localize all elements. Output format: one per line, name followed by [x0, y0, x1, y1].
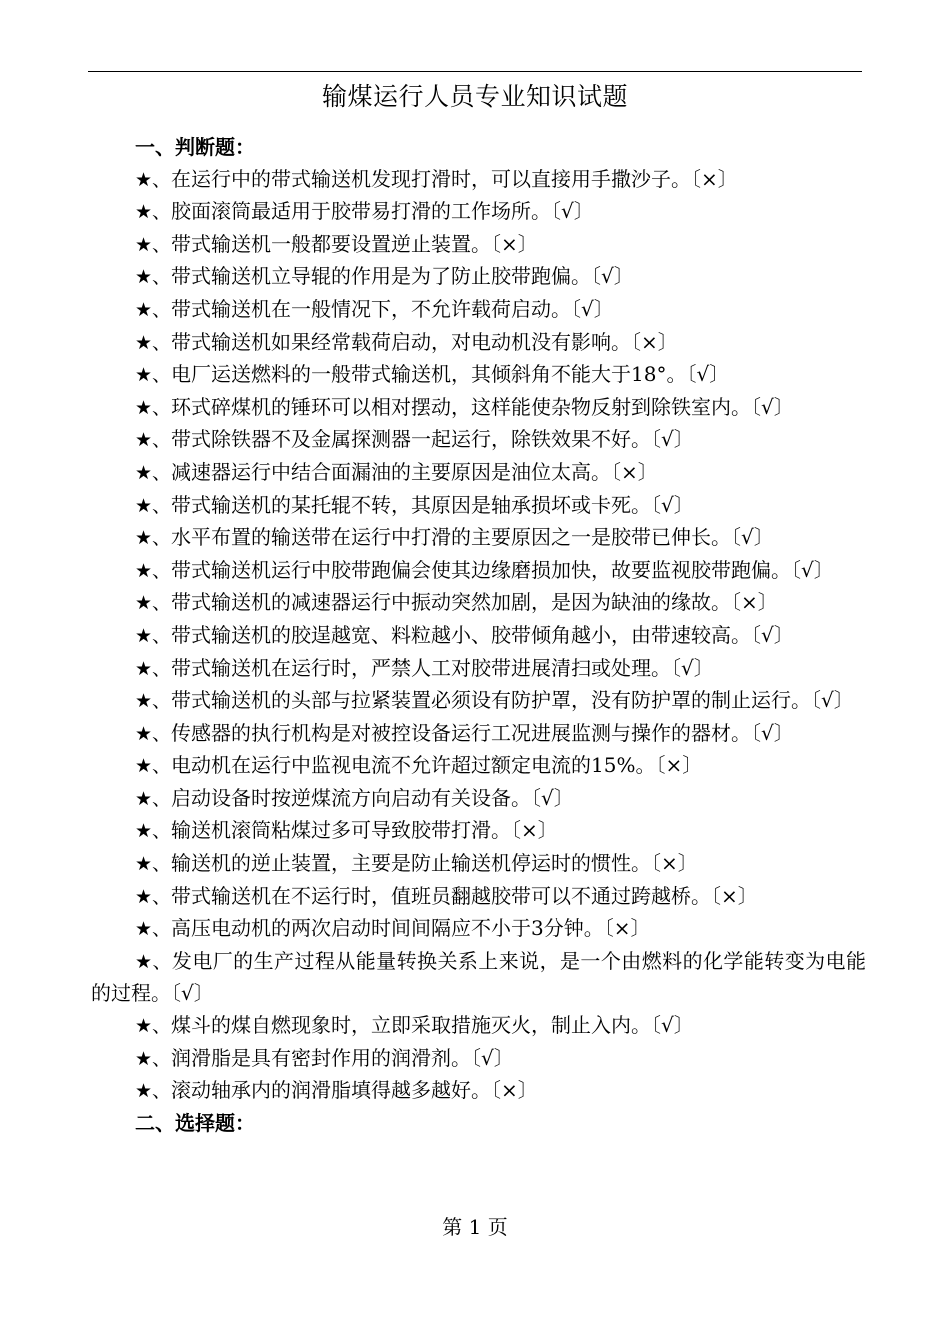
section-heading-choice: 二、选择题： — [135, 1110, 255, 1135]
question-text: 带式输送机运行中胶带跑偏会使其边缘磨损加快，故要监视胶带跑偏。〔√〕 — [171, 557, 834, 582]
document-body — [91, 132, 866, 1139]
question-item — [91, 653, 866, 686]
question-text: 润滑脂是具有密封作用的润滑剂。〔√〕 — [171, 1045, 514, 1070]
star-bullet: ★、 — [135, 657, 172, 680]
question-text: 在运行中的带式输送机发现打滑时，可以直接用手撒沙子。〔×〕 — [171, 166, 738, 191]
question-item — [91, 490, 866, 523]
question-text: 带式输送机的头部与拉紧装置必须设有防护罩，没有防护罩的制止运行。〔√〕 — [171, 688, 854, 713]
section-heading-judgement: 一、判断题： — [135, 135, 255, 159]
star-bullet: ★、 — [135, 950, 172, 973]
question-item — [91, 261, 866, 294]
question-text: 高压电动机的两次启动时间间隔应不小于3分钟。〔×〕 — [171, 916, 651, 941]
question-text: 电动机在运行中监视电流不允许超过额定电流的15%。〔×〕 — [171, 753, 703, 778]
star-bullet: ★、 — [135, 624, 172, 647]
question-text: 电厂运送燃料的一般带式输送机，其倾斜角不能大于18°。〔√〕 — [171, 362, 730, 387]
question-item — [91, 881, 866, 914]
star-bullet: ★、 — [135, 853, 172, 876]
question-item — [91, 424, 866, 457]
question-text: 滚动轴承内的润滑脂填得越多越好。〔×〕 — [171, 1078, 538, 1103]
question-item — [91, 522, 866, 555]
question-item — [91, 1043, 866, 1076]
question-item — [91, 685, 866, 718]
star-bullet: ★、 — [135, 787, 172, 810]
question-item — [91, 815, 866, 848]
star-bullet: ★、 — [135, 494, 172, 517]
question-text: 减速器运行中结合面漏油的主要原因是油位太高。〔×〕 — [171, 459, 658, 484]
star-bullet: ★、 — [135, 885, 172, 908]
question-item — [91, 718, 866, 751]
star-bullet: ★、 — [135, 429, 172, 452]
question-text: 带式输送机立导辊的作用是为了防止胶带跑偏。〔√〕 — [171, 264, 634, 289]
header-rule — [88, 71, 862, 72]
star-bullet: ★、 — [135, 1015, 172, 1038]
star-bullet: ★、 — [135, 396, 172, 419]
question-item — [91, 587, 866, 620]
star-bullet: ★、 — [135, 690, 172, 713]
question-text: 带式输送机的某托辊不转，其原因是轴承损坏或卡死。〔√〕 — [171, 492, 694, 517]
question-text: 水平布置的输送带在运行中打滑的主要原因之一是胶带已伸长。〔√〕 — [171, 525, 774, 550]
question-item — [91, 457, 866, 490]
document-title: 输煤运行人员专业知识试题 — [321, 82, 628, 111]
question-item — [91, 164, 866, 197]
question-item — [91, 848, 866, 881]
star-bullet: ★、 — [135, 755, 172, 778]
question-item — [91, 620, 866, 653]
question-item — [91, 783, 866, 816]
question-item — [91, 294, 866, 327]
page-number: 第 1 页 — [442, 1215, 508, 1239]
question-item — [91, 1075, 866, 1108]
question-text: 传感器的执行机构是对被控设备运行工况进展监测与操作的器材。〔√〕 — [171, 720, 794, 745]
star-bullet: ★、 — [135, 1080, 172, 1103]
question-item — [91, 392, 866, 425]
star-bullet: ★、 — [135, 331, 172, 354]
question-text: 带式输送机的胶逞越宽、料粒越小、胶带倾角越小，由带速较高。〔√〕 — [171, 622, 794, 647]
question-item — [91, 750, 866, 783]
star-bullet: ★、 — [135, 559, 172, 582]
question-text: 带式除铁器不及金属探测器一起运行，除铁效果不好。〔√〕 — [171, 427, 694, 452]
star-bullet: ★、 — [135, 364, 172, 387]
question-text: 启动设备时按逆煤流方向启动有关设备。〔√〕 — [171, 785, 574, 810]
star-bullet: ★、 — [135, 233, 172, 256]
question-text: 输送机的逆止装置，主要是防止输送机停运时的惯性。〔×〕 — [171, 851, 698, 876]
star-bullet: ★、 — [135, 266, 172, 289]
question-text: 环式碎煤机的锤环可以相对摆动，这样能使杂物反射到除铁室内。〔√〕 — [171, 394, 794, 419]
star-bullet: ★、 — [135, 918, 172, 941]
question-text: 带式输送机的减速器运行中振动突然加剧，是因为缺油的缘故。〔×〕 — [171, 590, 778, 615]
star-bullet: ★、 — [135, 298, 172, 321]
question-text: 煤斗的煤自燃现象时，立即采取措施灭火，制止入内。〔√〕 — [171, 1013, 694, 1038]
question-item — [91, 327, 866, 360]
star-bullet: ★、 — [135, 168, 172, 191]
star-bullet: ★、 — [135, 527, 172, 550]
question-text: 发电厂的生产过程从能量转换关系上来说，是一个由燃料的化学能转变为电能的过程。〔√〕 — [91, 948, 866, 1006]
question-item — [91, 359, 866, 392]
question-item — [91, 946, 866, 1010]
question-text: 带式输送机在运行时，严禁人工对胶带进展清扫或处理。〔√〕 — [171, 655, 714, 680]
question-text: 带式输送机一般都要设置逆止装置。〔×〕 — [171, 231, 538, 256]
question-item — [91, 229, 866, 262]
star-bullet: ★、 — [135, 820, 172, 843]
question-item — [91, 1010, 866, 1043]
question-item — [91, 196, 866, 229]
star-bullet: ★、 — [135, 461, 172, 484]
star-bullet: ★、 — [135, 592, 172, 615]
question-item — [91, 555, 866, 588]
star-bullet: ★、 — [135, 201, 172, 224]
judgement-question-list — [91, 164, 866, 1108]
question-text: 胶面滚筒最适用于胶带易打滑的工作场所。〔√〕 — [171, 199, 594, 224]
question-text: 带式输送机如果经常载荷启动，对电动机没有影响。〔×〕 — [171, 329, 678, 354]
question-item — [91, 913, 866, 946]
star-bullet: ★、 — [135, 1047, 172, 1070]
question-text: 输送机滚筒粘煤过多可导致胶带打滑。〔×〕 — [171, 818, 558, 843]
star-bullet: ★、 — [135, 722, 172, 745]
question-text: 带式输送机在一般情况下，不允许载荷启动。〔√〕 — [171, 296, 614, 321]
question-text: 带式输送机在不运行时，值班员翻越胶带可以不通过跨越桥。〔×〕 — [171, 883, 758, 908]
